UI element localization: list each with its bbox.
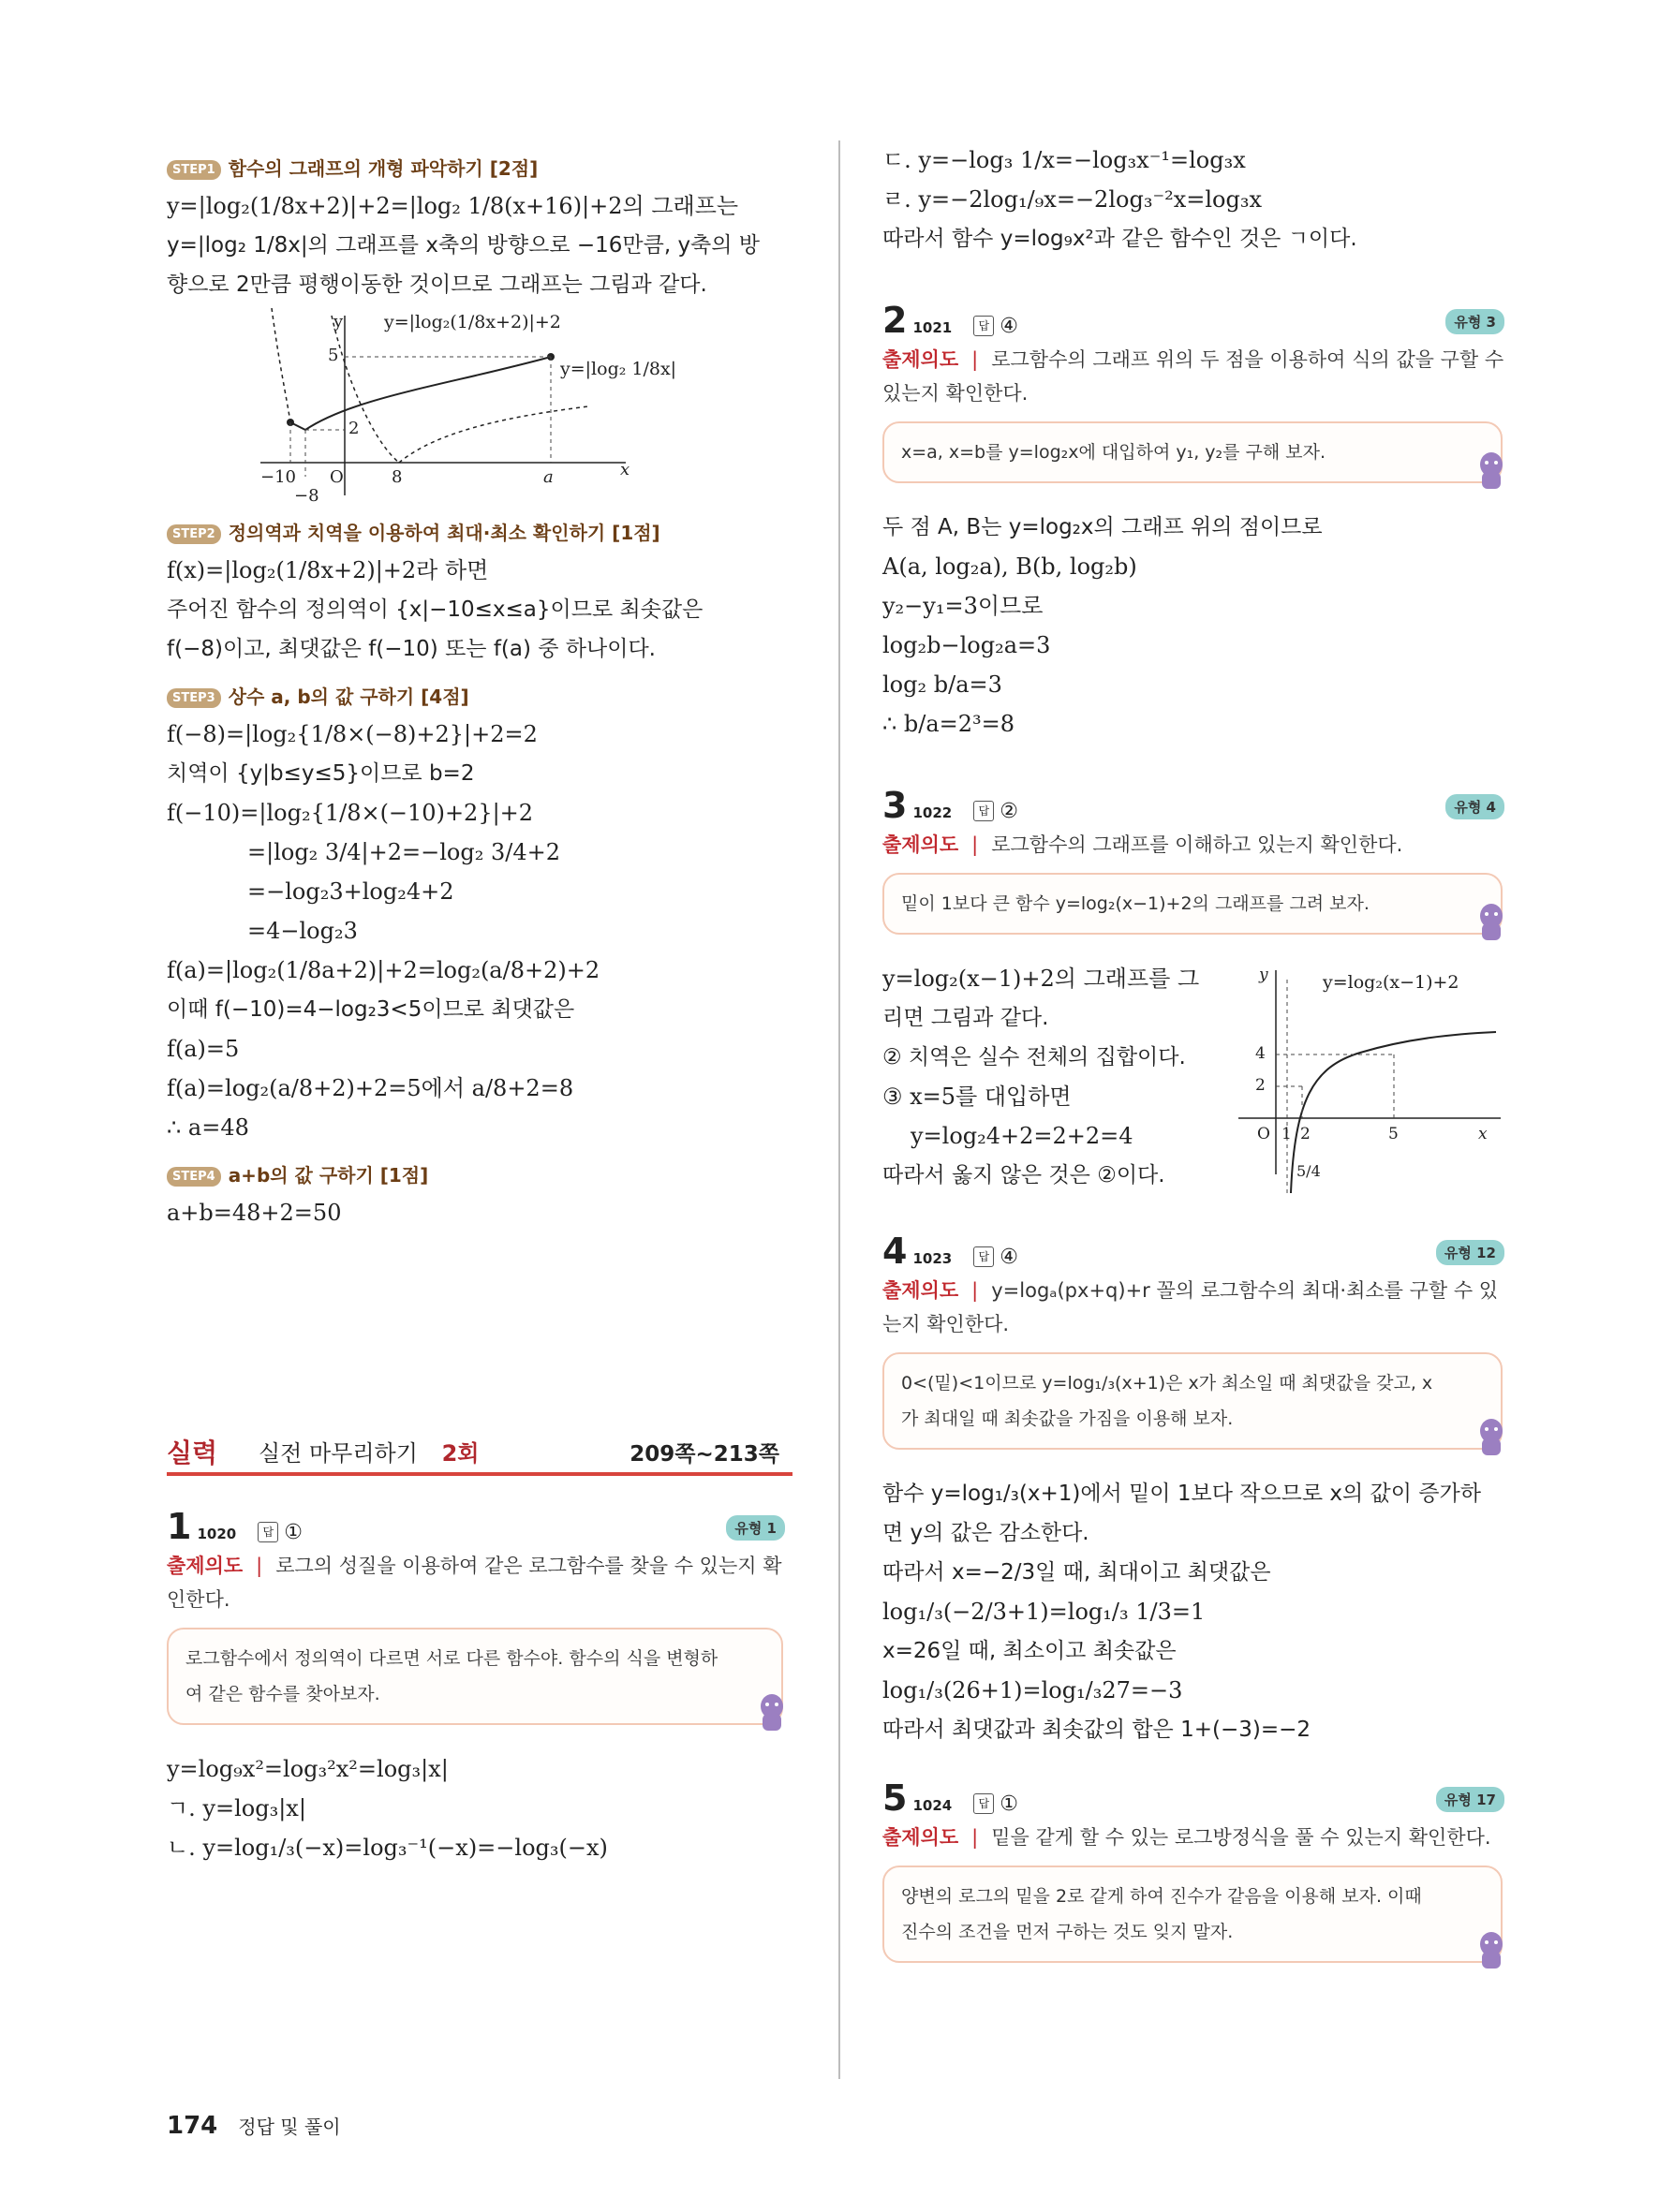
step-title: a+b의 값 구하기 [1점] — [228, 1164, 429, 1187]
tick-1: 1 — [1281, 1125, 1292, 1143]
solution-line: y=|log₂ 1/8x|의 그래프를 x축의 방향으로 −16만큼, y축의 방 — [167, 233, 761, 258]
solution-line: 향으로 2만큼 평행이동한 것이므로 그래프는 그림과 같다. — [167, 273, 707, 297]
tick-5: 5 — [328, 346, 339, 365]
intent-separator: | — [971, 1279, 979, 1302]
hint-box — [882, 1352, 1503, 1450]
question-1-header — [167, 1506, 792, 1549]
question-intent — [882, 1274, 1512, 1341]
answer-choice: ① — [1000, 1792, 1019, 1816]
type-badge: 유형 17 — [1436, 1787, 1504, 1812]
intent-label: 출제의도 — [882, 348, 959, 371]
question-code: 1021 — [912, 319, 953, 336]
mascot-icon — [753, 1691, 791, 1736]
solution-line: 리면 그림과 같다. — [882, 1006, 1049, 1030]
hint-text: x=a, x=b를 y=log₂x에 대입하여 y₁, y₂를 구해 보자. — [901, 442, 1326, 463]
answer-choice: ① — [284, 1521, 304, 1544]
answer-icon: 답 — [258, 1522, 278, 1542]
hint-text: 양변의 로그의 밑을 2로 같게 하여 진수가 같음을 이용해 보자. 이때 진수의 조건을 먼저 구하는 것도 잊지 말자. — [901, 1886, 1422, 1942]
question-intent — [167, 1549, 792, 1616]
tick-5: 5 — [1388, 1125, 1399, 1143]
solution-line: ㄹ. y=−2log₁/₉x=−2log₃⁻²x=log₃x — [882, 186, 1263, 213]
answer-choice: ④ — [1000, 315, 1019, 338]
intent-text: 밑을 같게 할 수 있는 로그방정식을 풀 수 있는지 확인한다. — [991, 1826, 1491, 1849]
intent-separator: | — [971, 348, 979, 371]
intent-label: 출제의도 — [167, 1555, 244, 1577]
answer-choice: ② — [1000, 800, 1019, 823]
banner-level: 실력 — [167, 1438, 218, 1468]
question-number: 2 — [882, 300, 908, 341]
step2-heading — [167, 518, 792, 545]
solution-line: f(a)=log₂(a/8+2)+2=5에서 a/8+2=8 — [167, 1075, 574, 1101]
step-tag: STEP3 — [167, 688, 221, 708]
step-title: 정의역과 치역을 이용하여 최대·최소 확인하기 [1점] — [228, 522, 660, 544]
solution-line: 두 점 A, B는 y=log₂x의 그래프 위의 점이므로 — [882, 515, 1323, 539]
graph-figure-2 — [1238, 959, 1510, 1202]
banner-pages: 209쪽~213쪽 — [630, 1442, 779, 1467]
solution-line: f(x)=|log₂(1/8x+2)|+2라 하면 — [167, 557, 489, 583]
solution-line: 따라서 x=−2/3일 때, 최대이고 최댓값은 — [882, 1560, 1271, 1585]
tick-origin: O — [330, 467, 344, 487]
graph-figure-1 — [167, 308, 792, 505]
tick-minus8: −8 — [294, 486, 319, 506]
tick-fraction: 5/4 — [1296, 1162, 1321, 1180]
column-divider — [838, 140, 840, 2079]
hint-text: 로그함수에서 정의역이 다르면 서로 다른 함수야. 함수의 식을 변형하여 같은 함수를 찾아보자. — [185, 1648, 718, 1704]
solution-line: log₁/₃(−2/3+1)=log₁/₃ 1/3=1 — [882, 1599, 1206, 1625]
solution-line: 따라서 함수 y=log₉x²과 같은 함수인 것은 ㄱ이다. — [882, 227, 1357, 251]
solution-line: ∴ b/a=2³=8 — [882, 711, 1015, 737]
dashed-curve-left — [272, 308, 290, 422]
question-number: 3 — [882, 785, 908, 826]
solution-line: 함수 y=log₁/₃(x+1)에서 밑이 1보다 작으므로 x의 값이 증가하 — [882, 1482, 1481, 1506]
solution-line: 따라서 옳지 않은 것은 ②이다. — [882, 1163, 1165, 1187]
question-5-header — [882, 1777, 1512, 1821]
banner-round: 2회 — [441, 1440, 480, 1467]
solution-line: log₁/₃(26+1)=log₁/₃27=−3 — [882, 1677, 1183, 1703]
axis-label-x: x — [620, 460, 630, 479]
solution-line: =4−log₂3 — [247, 918, 358, 944]
question-code: 1024 — [912, 1797, 953, 1814]
tick-x2: 2 — [1300, 1125, 1311, 1143]
hint-box — [882, 421, 1503, 483]
type-badge: 유형 3 — [1445, 309, 1504, 334]
solution-line: f(−10)=|log₂{1/8×(−10)+2}|+2 — [167, 800, 534, 826]
solution-line: =−log₂3+log₂4+2 — [247, 878, 454, 905]
intent-text: 로그함수의 그래프를 이해하고 있는지 확인한다. — [991, 833, 1403, 856]
axis-label-y: y — [1259, 966, 1268, 984]
solution-line: f(−8)이고, 최댓값은 f(−10) 또는 f(a) 중 하나이다. — [167, 637, 656, 661]
solution-line: y=|log₂(1/8x+2)|+2=|log₂ 1/8(x+16)|+2의 그래프는 — [167, 193, 739, 219]
type-badge: 유형 4 — [1445, 794, 1504, 819]
question-code: 1020 — [197, 1526, 237, 1542]
solution-line: 따라서 최댓값과 최솟값의 합은 1+(−3)=−2 — [882, 1718, 1311, 1742]
step1-heading — [167, 154, 792, 181]
banner-title-text: 실전 마무리하기 — [259, 1440, 418, 1467]
curve-label: y=log₂(x−1)+2 — [1323, 972, 1459, 993]
intent-text: 로그의 성질을 이용하여 같은 로그함수를 찾을 수 있는지 확인한다. — [167, 1555, 782, 1611]
type-badge: 유형 12 — [1436, 1240, 1504, 1265]
question-2-header — [882, 300, 1512, 343]
solution-line: ② 치역은 실수 전체의 집합이다. — [882, 1045, 1186, 1069]
solution-line: ㄷ. y=−log₃ 1/x=−log₃x⁻¹=log₃x — [882, 147, 1246, 173]
answer-icon: 답 — [973, 1246, 994, 1267]
solution-line: log₂b−log₂a=3 — [882, 632, 1051, 658]
intent-separator: | — [256, 1555, 263, 1577]
solution-line: ㄴ. y=log₁/₃(−x)=log₃⁻¹(−x)=−log₃(−x) — [167, 1835, 608, 1861]
hint-box — [167, 1628, 783, 1725]
intent-label: 출제의도 — [882, 1826, 959, 1849]
step-title: 상수 a, b의 값 구하기 [4점] — [228, 686, 469, 708]
q3-solution-with-figure — [882, 959, 1512, 1202]
dashed-curve-right — [399, 406, 588, 463]
banner-title — [259, 1435, 479, 1467]
question-number: 1 — [167, 1506, 192, 1547]
solution-line: f(a)=5 — [167, 1036, 240, 1062]
answer-icon: 답 — [973, 801, 994, 821]
step4-heading — [167, 1160, 792, 1187]
intent-label: 출제의도 — [882, 1279, 959, 1302]
question-number: 5 — [882, 1777, 908, 1819]
question-code: 1022 — [912, 804, 953, 821]
mascot-icon — [1473, 450, 1510, 494]
left-column — [167, 140, 792, 1867]
intent-label: 출제의도 — [882, 833, 959, 856]
solution-line: ③ x=5를 대입하면 — [882, 1084, 1072, 1110]
right-column — [882, 140, 1512, 1987]
solution-line: ㄱ. y=log₃|x| — [167, 1795, 306, 1821]
type-badge: 유형 1 — [726, 1515, 785, 1541]
answer-icon: 답 — [973, 1793, 994, 1814]
tick-4: 4 — [1255, 1044, 1266, 1063]
solution-line: y=log₉x²=log₃²x²=log₃|x| — [167, 1756, 449, 1782]
intent-separator: | — [971, 1826, 979, 1849]
hint-box — [882, 1865, 1503, 1963]
solution-line: y=log₂4+2=2+2=4 — [911, 1123, 1133, 1149]
axis-label-y: y — [333, 312, 344, 332]
tick-minus10: −10 — [260, 467, 296, 487]
intent-text: 로그함수의 그래프 위의 두 점을 이용하여 식의 값을 구할 수 있는지 확인한다. — [882, 348, 1504, 405]
question-4-header — [882, 1231, 1512, 1274]
step-tag: STEP1 — [167, 160, 221, 180]
hint-text: 밑이 1보다 큰 함수 y=log₂(x−1)+2의 그래프를 그려 보자. — [901, 893, 1370, 914]
solution-line: 치역이 {y|b≤y≤5}이므로 b=2 — [167, 761, 475, 786]
question-intent — [882, 828, 1512, 862]
intent-separator: | — [971, 833, 979, 856]
page-number: 174 — [167, 2112, 218, 2140]
tick-a: a — [543, 467, 554, 487]
banner-bar — [167, 1472, 792, 1476]
solution-line: 면 y의 값은 감소한다. — [882, 1521, 1089, 1545]
solution-line: log₂ b/a=3 — [882, 671, 1002, 698]
solution-line: 주어진 함수의 정의역이 {x|−10≤x≤a}이므로 최솟값은 — [167, 597, 704, 622]
mascot-icon — [1473, 901, 1510, 946]
footer-text: 정답 및 풀이 — [238, 2116, 341, 2138]
tick-origin: O — [1257, 1125, 1270, 1143]
solution-line: A(a, log₂a), B(b, log₂b) — [882, 553, 1137, 580]
hint-box — [882, 873, 1503, 935]
question-number: 4 — [882, 1231, 908, 1272]
question-intent — [882, 343, 1512, 410]
solution-line: 이때 f(−10)=4−log₂3<5이므로 최댓값은 — [167, 997, 575, 1022]
hint-text: 0<(밑)<1이므로 y=log₁/₃(x+1)은 x가 최소일 때 최댓값을 갖고, x가 최대일 때 최솟값을 가짐을 이용해 보자. — [901, 1373, 1433, 1429]
question-intent — [882, 1821, 1512, 1854]
step-title: 함수의 그래프의 개형 파악하기 [2점] — [228, 157, 539, 180]
solution-line: a+b=48+2=50 — [167, 1200, 342, 1226]
solution-line: y₂−y₁=3이므로 — [882, 593, 1044, 619]
solution-line: x=26일 때, 최소이고 최솟값은 — [882, 1639, 1177, 1663]
intent-text: y=logₐ(px+q)+r 꼴의 로그함수의 최대·최소를 구할 수 있는지 확인한다. — [882, 1279, 1499, 1335]
tick-2: 2 — [348, 419, 360, 438]
step-tag: STEP4 — [167, 1167, 221, 1187]
tick-2: 2 — [1255, 1076, 1266, 1095]
answer-choice: ④ — [1000, 1246, 1019, 1269]
mascot-icon — [1473, 1416, 1510, 1461]
question-3-header — [882, 785, 1512, 828]
step-tag: STEP2 — [167, 524, 221, 544]
solution-line: f(a)=|log₂(1/8a+2)|+2=log₂(a/8+2)+2 — [167, 957, 600, 983]
curve-label-1: y=|log₂(1/8x+2)|+2 — [384, 312, 561, 332]
answer-icon: 답 — [973, 316, 994, 336]
solution-line: y=log₂(x−1)+2의 그래프를 그 — [882, 966, 1200, 992]
page-footer — [167, 2112, 341, 2140]
solution-line: f(−8)=|log₂{1/8×(−8)+2}|+2=2 — [167, 721, 538, 747]
step3-heading — [167, 682, 792, 709]
question-code: 1023 — [912, 1250, 953, 1267]
section-banner — [167, 1429, 792, 1497]
curve-label-2: y=|log₂ 1/8x| — [560, 359, 677, 379]
axis-label-x: x — [1478, 1125, 1488, 1143]
tick-8: 8 — [392, 467, 403, 487]
solution-line: =|log₂ 3/4|+2=−log₂ 3/4+2 — [247, 839, 560, 865]
solution-line: ∴ a=48 — [167, 1114, 249, 1141]
mascot-icon — [1473, 1929, 1510, 1974]
